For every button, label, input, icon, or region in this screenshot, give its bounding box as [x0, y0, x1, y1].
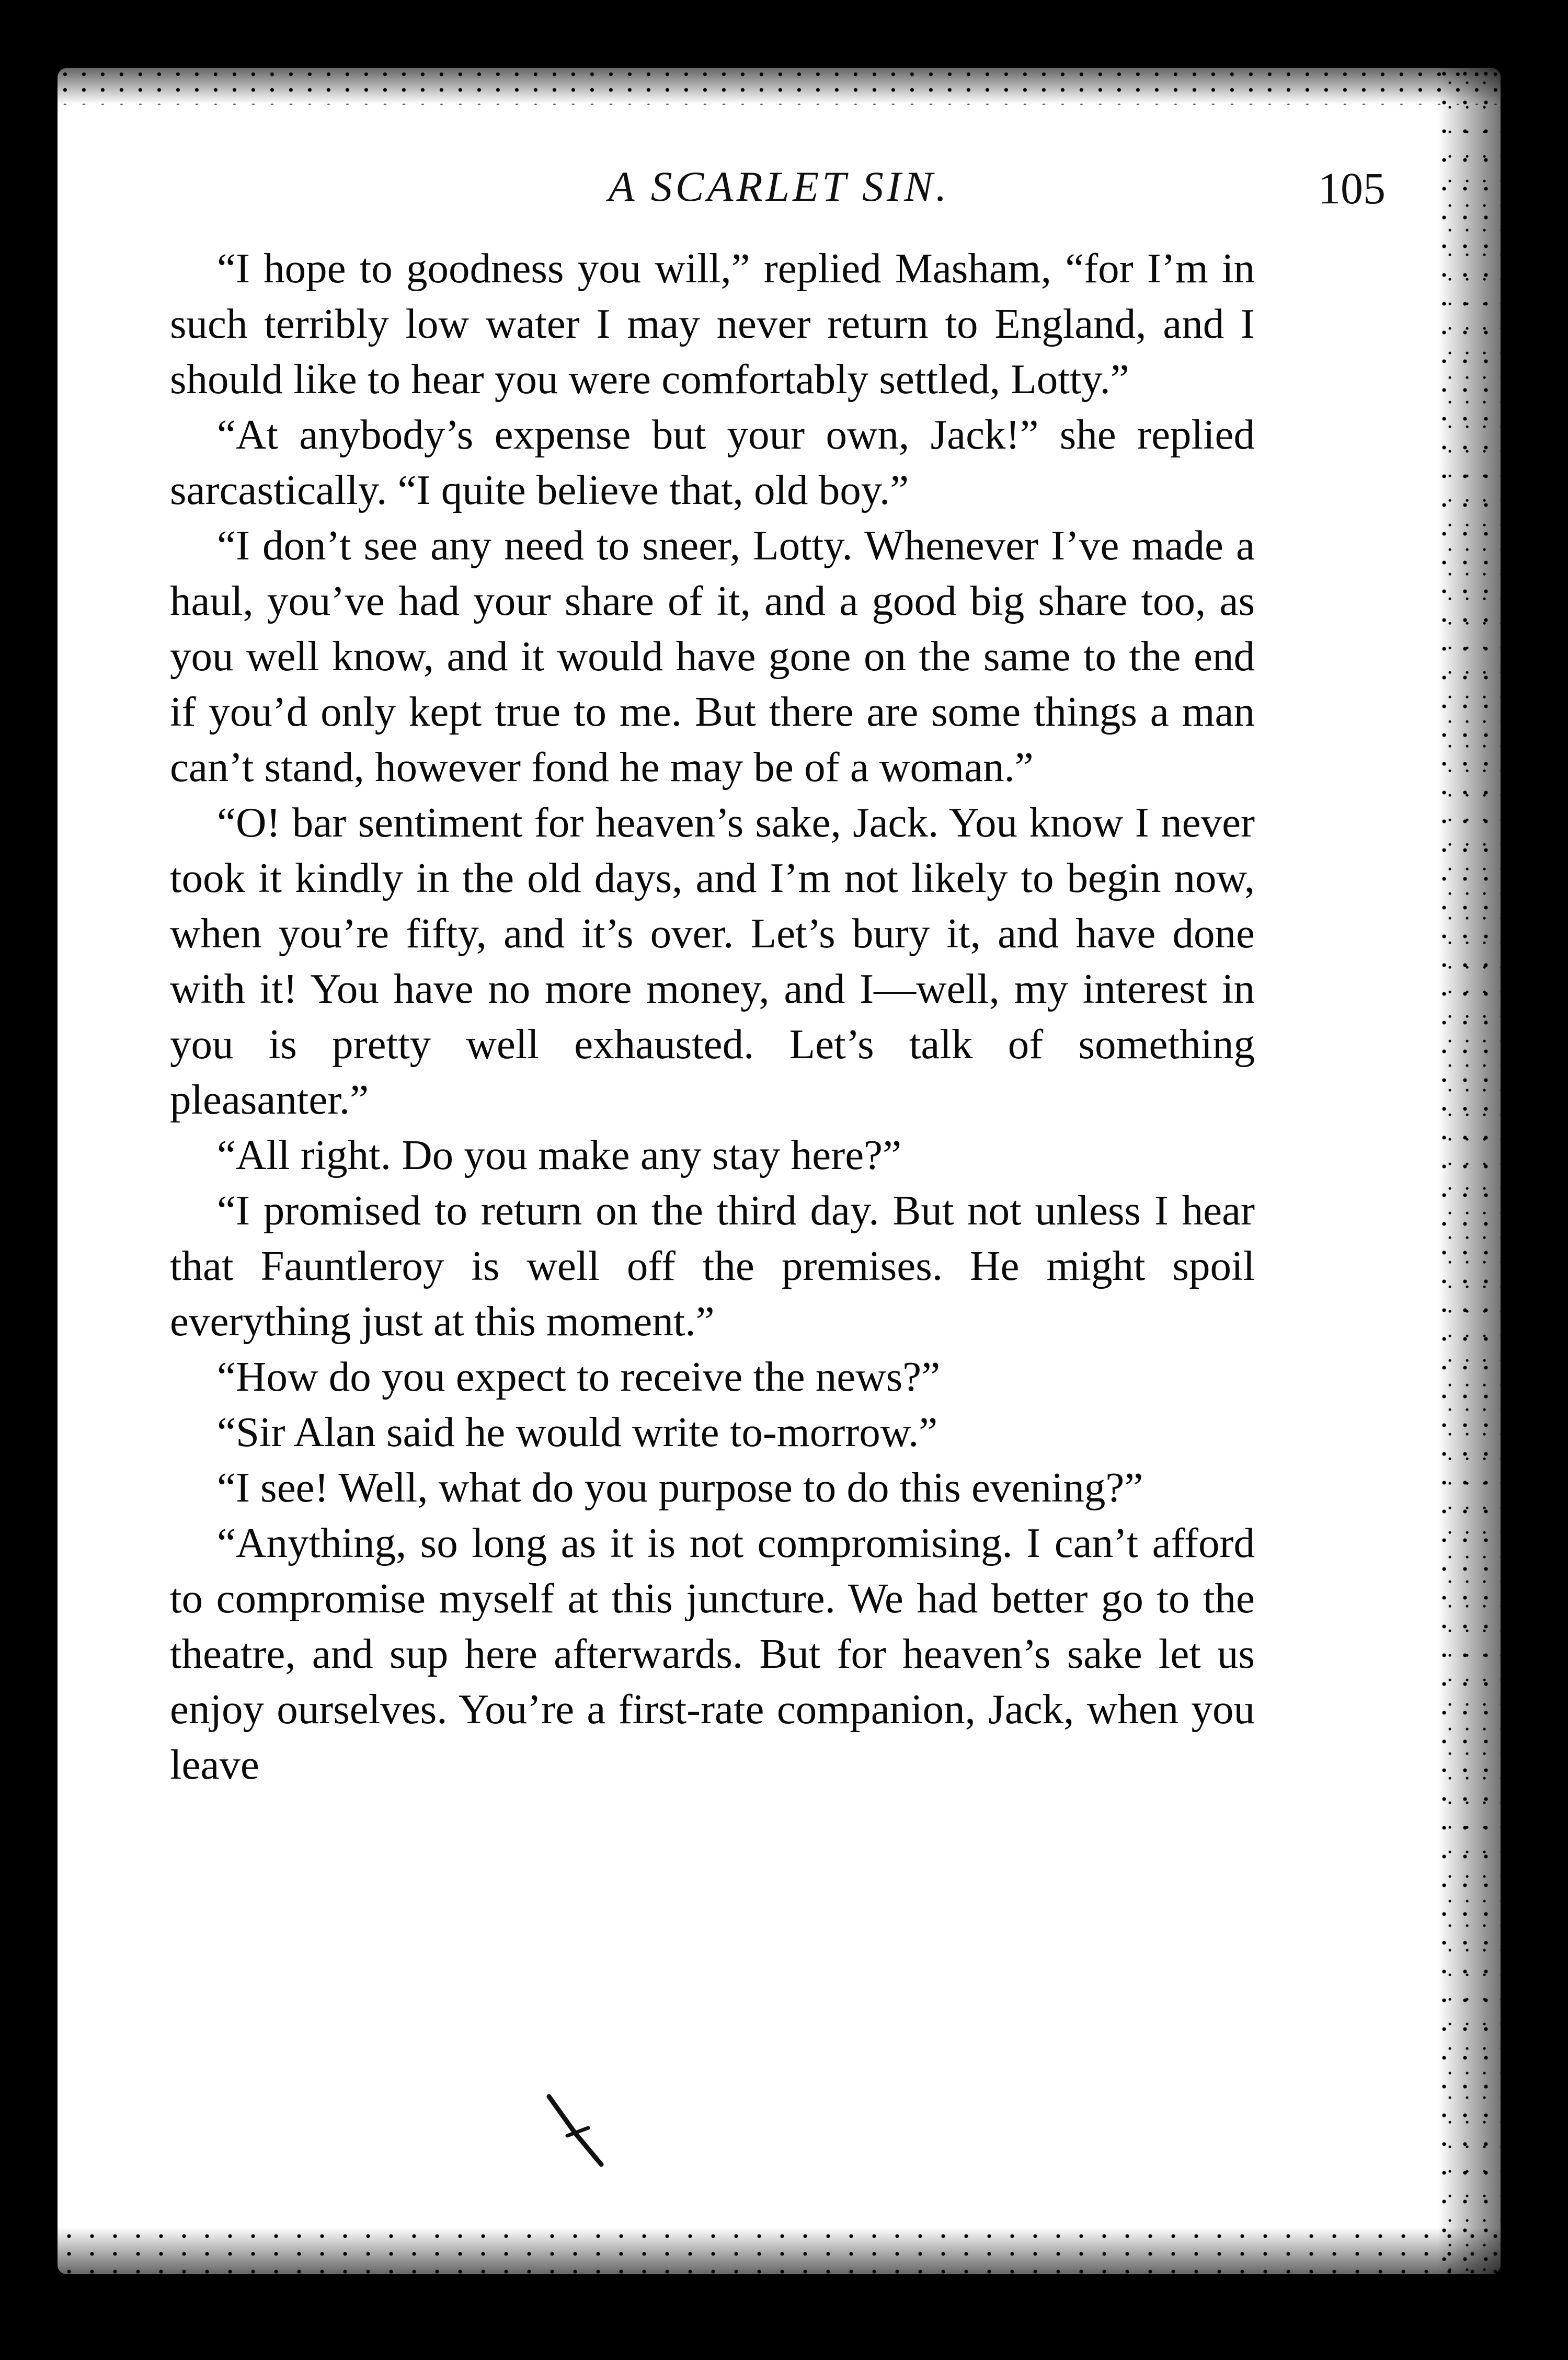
paragraph: “Sir Alan said he would write to-morrow.”: [217, 1408, 938, 1456]
ink-smudge-mark: [539, 2091, 612, 2170]
book-page: [58, 68, 1501, 2274]
paragraph: “At anybody’s expense but your own, Jack!” she replied sarcastically. “I quite believe that, old boy.”: [170, 411, 1255, 513]
paragraph: “I hope to goodness you will,” replied Masham, “for I’m in such terribly low water I may never return to England, and I should like to hear you were comfortably settled, Lotty.”: [170, 245, 1255, 403]
page-number: 105: [1318, 163, 1386, 213]
page-edge-bottom: [58, 2227, 1501, 2274]
paragraph: “I see! Well, what do you purpose to do this evening?”: [217, 1464, 1143, 1511]
paragraph: “How do you expect to receive the news?”: [217, 1353, 941, 1400]
body-text: [170, 240, 1255, 1792]
paragraph: “Anything, so long as it is not compromising. I can’t afford to compromise myself at this juncture. We had better go to the theatre, and sup here afterwards. But for heaven’s sake let us enjoy ourselves. You’re a first-rate companion, Jack, when you leave: [170, 1519, 1255, 1788]
paragraph: “O! bar sentiment for heaven’s sake, Jack. You know I never took it kindly in the old days, and I’m not likely to begin now, when you’re fifty, and it’s over. Let’s bury it, and have done with it! You have no more money, and I—well, my interest in you is pretty well exhausted. Let’s talk of something pleasanter.”: [170, 799, 1255, 1123]
page-edge-right: [1438, 68, 1501, 2274]
page-edge-top: [58, 68, 1501, 105]
paragraph: “I don’t see any need to sneer, Lotty. Whenever I’ve made a haul, you’ve had your share of it, and a good big share too, as you well know, and it would have gone on the same to the end if you’d only kept true to me. But there are some things a man can’t stand, however fond he may be of a woman.”: [170, 522, 1255, 791]
page-header: [58, 162, 1501, 225]
running-title: A SCARLET SIN.: [608, 163, 950, 210]
paragraph: “All right. Do you make any stay here?”: [217, 1131, 902, 1178]
paragraph: “I promised to return on the third day. But not unless I hear that Fauntleroy is well off the premises. He might spoil everything just at this moment.”: [170, 1187, 1255, 1345]
